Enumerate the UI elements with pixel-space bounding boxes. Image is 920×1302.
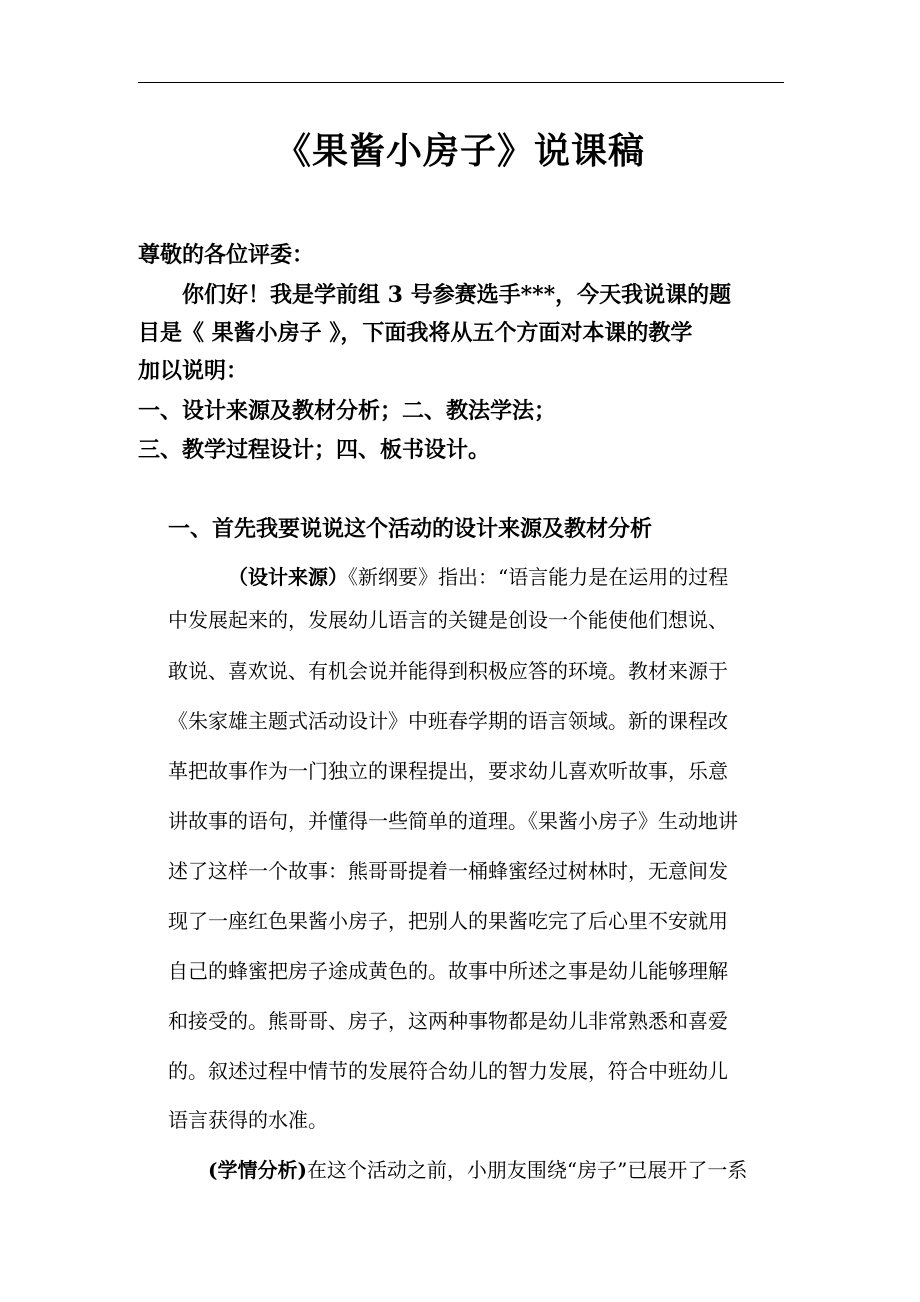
source-paragraph-first-line: [228, 562, 728, 592]
section-1-heading: 一、首先我要说说这个活动的设计来源及教材分析: [168, 516, 653, 542]
source-line: 敢说、喜欢说、有机会说并能得到积极应答的环境。教材来源于: [168, 659, 728, 683]
source-line: 讲故事的语句，并懂得一些简单的道理。《果酱小房子》生动地讲: [168, 809, 738, 833]
header-rule: [138, 82, 784, 83]
source-line: 语言获得的水准。: [168, 1108, 328, 1132]
document-title: 《果酱小房子》说课稿: [274, 130, 645, 172]
analysis-paragraph-first-line: [208, 1155, 747, 1185]
salutation: 尊敬的各位评委：: [138, 242, 315, 268]
source-label: （设计来源）: [228, 565, 348, 589]
source-line: 和接受的。熊哥哥、房子，这两种事物都是幼儿非常熟悉和喜爱: [168, 1009, 728, 1033]
outline-line-2: 三、教学过程设计；四、板书设计。: [138, 437, 491, 463]
source-line: 《朱家雄主题式活动设计》中班春学期的语言领域。新的课程改: [168, 709, 728, 733]
source-line: 述了这样一个故事：熊哥哥提着一桶蜂蜜经过树林时，无意间发: [168, 859, 728, 883]
source-line: 自己的蜂蜜把房子途成黄色的。故事中所述之事是幼儿能够理解: [168, 959, 728, 983]
source-line: 现了一座红色果酱小房子，把别人的果酱吃完了后心里不安就用: [168, 909, 728, 933]
intro-line-3: 加以说明：: [138, 358, 249, 384]
analysis-first-line-text: 在这个活动之前，小朋友围绕“房子”已展开了一系: [306, 1158, 748, 1182]
outline-line-1: 一、设计来源及教材分析；二、教法学法；: [138, 398, 557, 424]
source-line: 的。叙述过程中情节的发展符合幼儿的智力发展，符合中班幼儿: [168, 1059, 728, 1083]
source-first-line-text: 《新纲要》指出：“语言能力是在运用的过程: [348, 565, 729, 589]
intro-line-2: 目是《 果酱小房子 》，下面我将从五个方面对本课的教学: [138, 320, 693, 346]
analysis-label: (学情分析): [208, 1158, 307, 1182]
intro-line-1: 你们好！我是学前组 3 号参赛选手***，今天我说课的题: [182, 282, 732, 308]
source-line: 中发展起来的，发展幼儿语言的关键是创设一个能使他们想说、: [168, 608, 728, 632]
source-line: 革把故事作为一门独立的课程提出，要求幼儿喜欢听故事，乐意: [168, 759, 728, 783]
